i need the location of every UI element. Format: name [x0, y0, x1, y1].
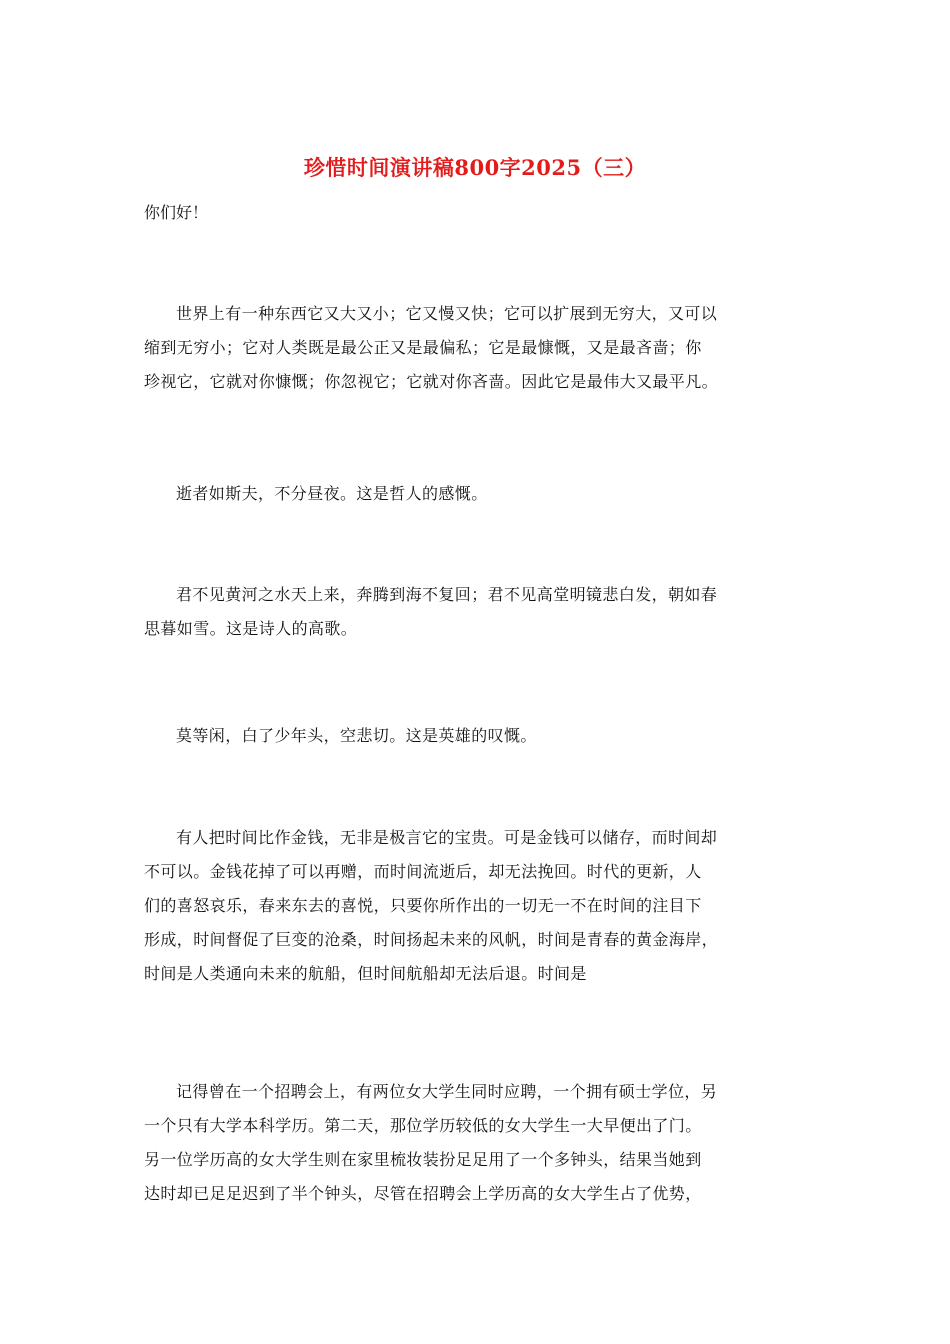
paragraph-line: 世界上有一种东西它又大又小；它又慢又快；它可以扩展到无穷大，又可以 [176, 304, 718, 323]
paragraph-line: 有人把时间比作金钱，无非是极言它的宝贵。可是金钱可以储存，而时间却 [176, 828, 718, 847]
paragraph-line: 另一位学历高的女大学生则在家里梳妆装扮足足用了一个多钟头，结果当她到 [144, 1150, 702, 1169]
paragraph [144, 719, 808, 753]
greeting-text: 你们好！ [144, 203, 209, 222]
paragraph-line: 们的喜怒哀乐，春来东去的喜悦，只要你所作出的一切无一不在时间的注目下 [144, 896, 702, 915]
document-title: 珍惜时间演讲稿800字2025（三） [303, 155, 647, 180]
paragraph-line: 一个只有大学本科学历。第二天，那位学历较低的女大学生一大早便出了门。 [144, 1116, 702, 1135]
paragraph-line: 君不见黄河之水天上来，奔腾到海不复回；君不见高堂明镜悲白发，朝如春 [176, 585, 718, 604]
paragraph-line: 不可以。金钱花掉了可以再赠，而时间流逝后，却无法挽回。时代的更新，人 [144, 862, 702, 881]
paragraph [144, 477, 808, 511]
paragraph-line: 缩到无穷小；它对人类既是最公正又是最偏私；它是最慷慨，又是最吝啬；你 [144, 338, 702, 357]
paragraph-line: 时间是人类通向未来的航船，但时间航船却无法后退。时间是 [144, 964, 587, 983]
paragraph-line: 逝者如斯夫，不分昼夜。这是哲人的感慨。 [176, 484, 488, 503]
paragraph [144, 1075, 808, 1211]
paragraph-line: 思暮如雪。这是诗人的高歌。 [144, 619, 358, 638]
paragraph-line: 莫等闲，白了少年头，空悲切。这是英雄的叹慨。 [176, 726, 537, 745]
paragraph [144, 578, 808, 646]
paragraph [144, 821, 808, 991]
paragraph-line: 记得曾在一个招聘会上，有两位女大学生同时应聘，一个拥有硕士学位，另 [176, 1082, 718, 1101]
paragraph-line: 珍视它，它就对你慷慨；你忽视它；它就对你吝啬。因此它是最伟大又最平凡。 [144, 372, 719, 391]
paragraph-line: 形成，时间督促了巨变的沧桑，时间扬起未来的风帆，时间是青春的黄金海岸， [144, 930, 719, 949]
paragraph-line: 达时却已足足迟到了半个钟头，尽管在招聘会上学历高的女大学生占了优势， [144, 1184, 702, 1203]
paragraph [144, 297, 808, 399]
